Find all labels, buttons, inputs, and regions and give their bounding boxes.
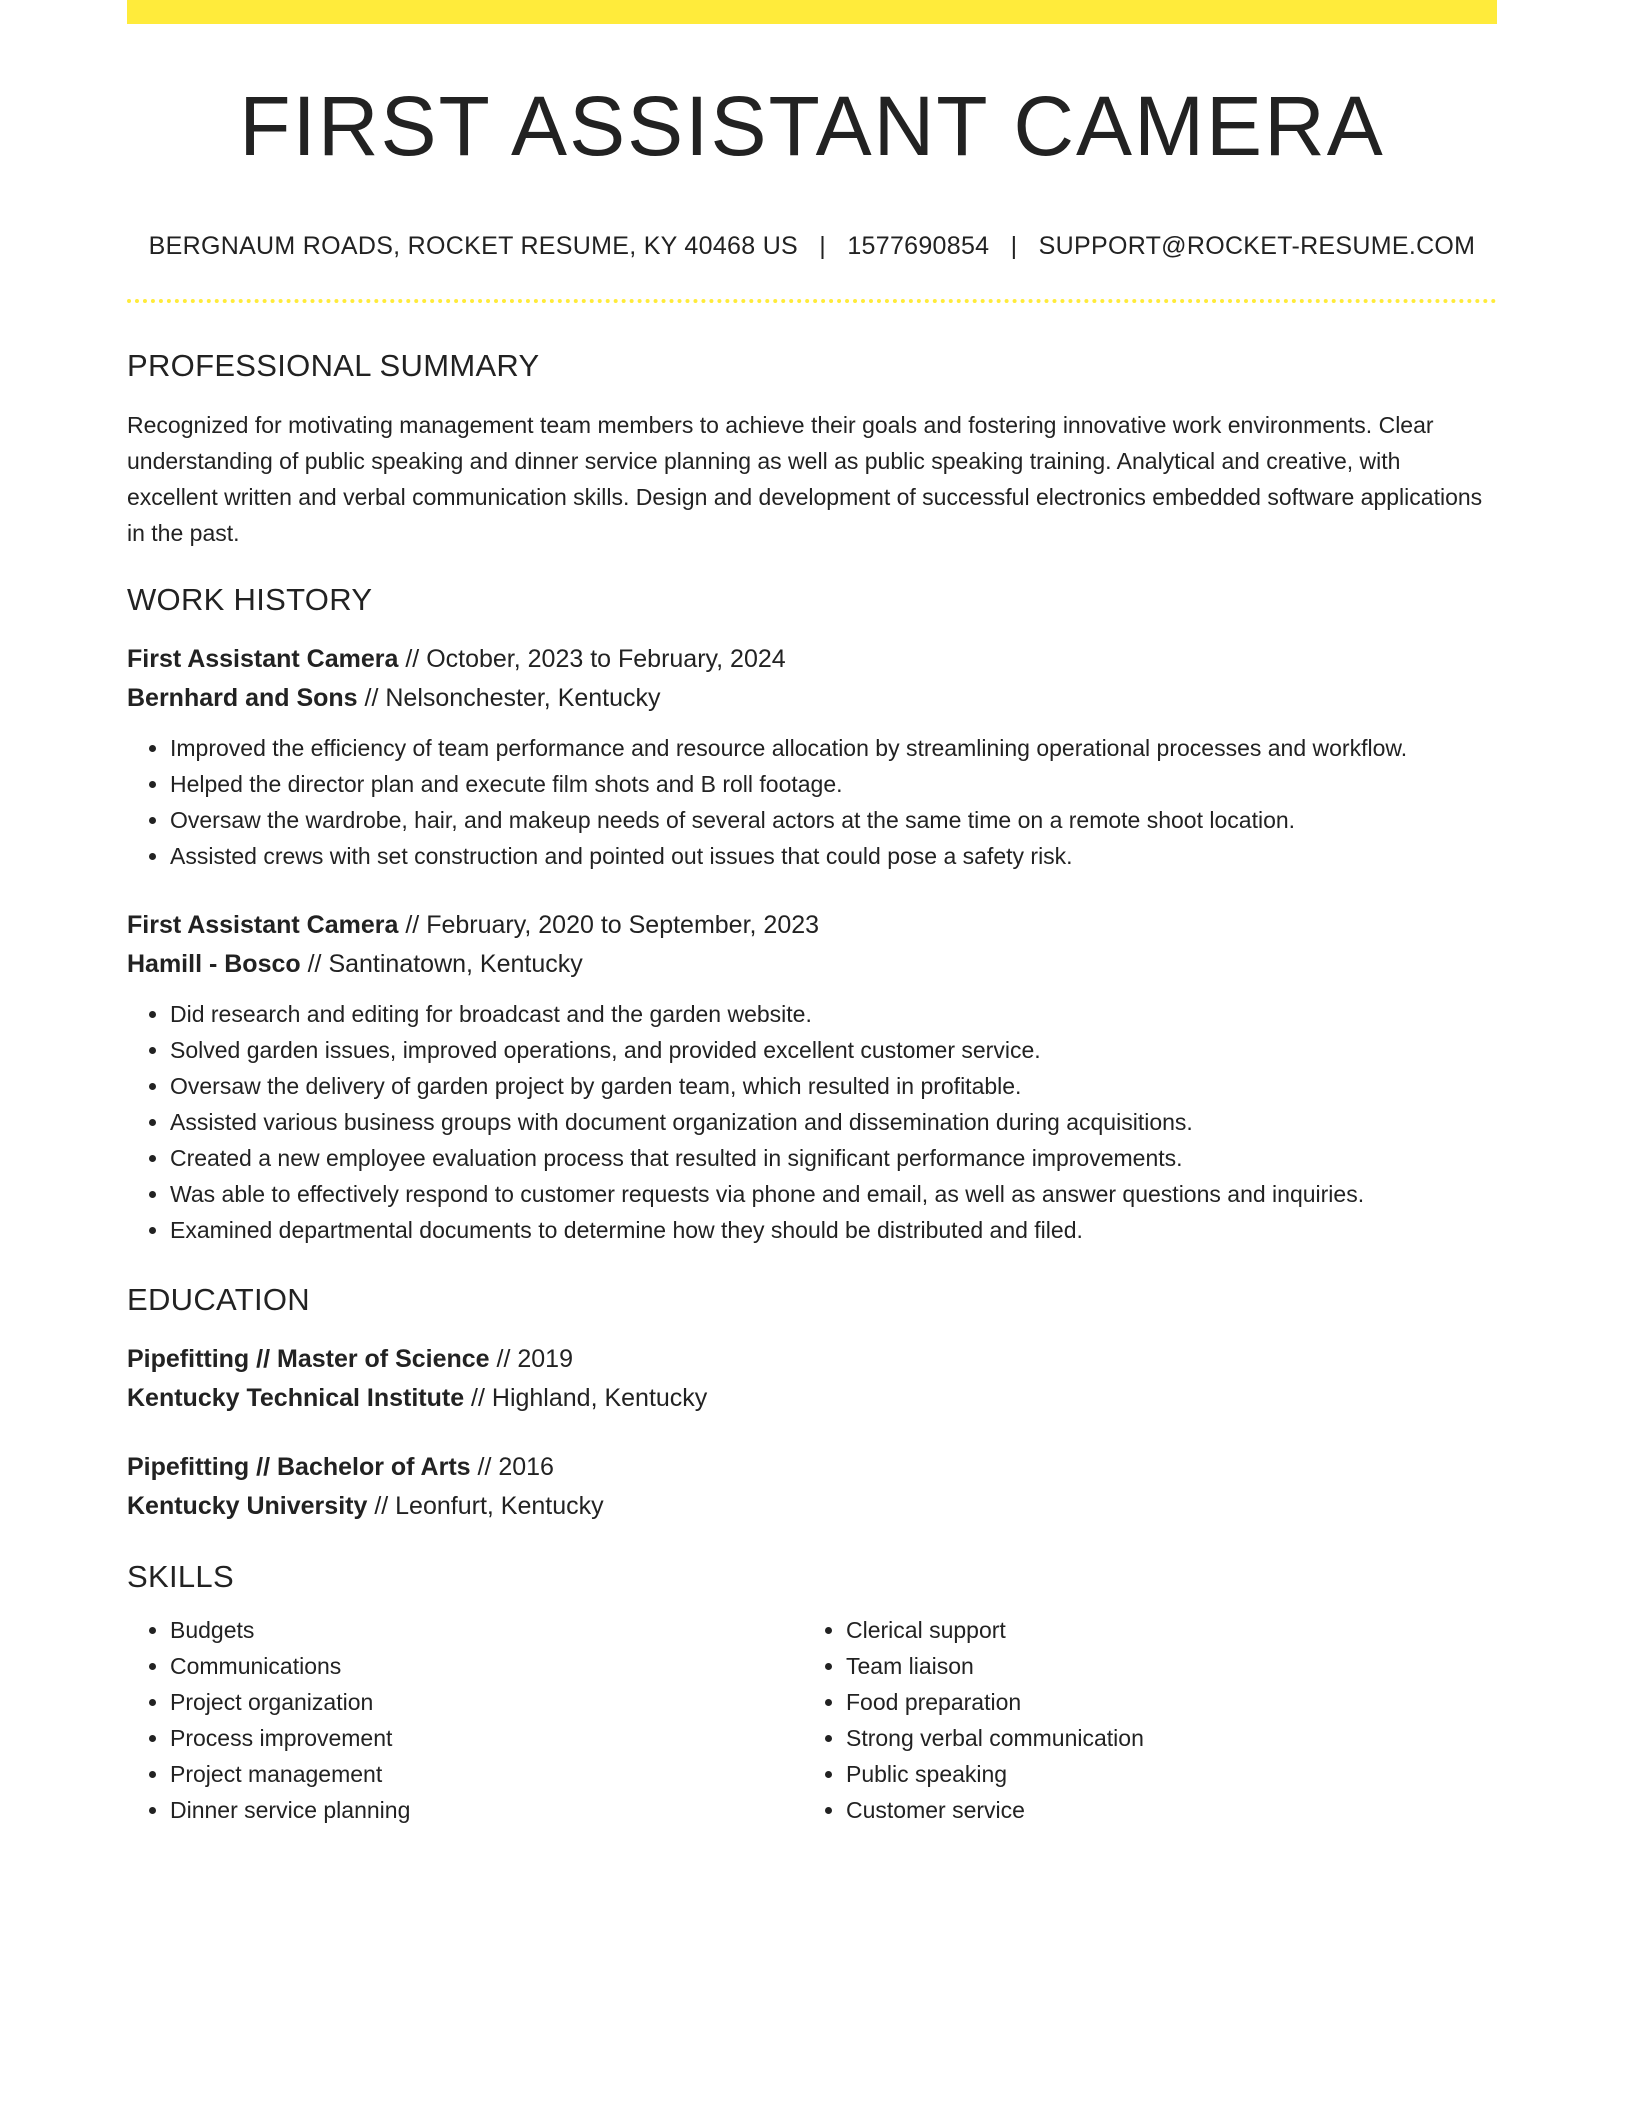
skill-item: • Process improvement [170,1720,803,1756]
job-bullet: • Did research and editing for broadcast and the garden website. [170,996,1497,1032]
education-degree-line [127,1448,1497,1487]
work-section [127,584,1497,1248]
skill-item: • Project management [170,1756,803,1792]
skills-column-left [127,1612,803,1828]
job-location: // Nelsonchester, Kentucky [357,684,661,712]
education-school: Kentucky University [127,1492,368,1520]
skill-item: • Communications [170,1648,803,1684]
job-bullets [127,730,1497,874]
job-bullet: • Oversaw the delivery of garden project by garden team, which resulted in profitable. [170,1068,1497,1104]
job-bullet: • Assisted crews with set construction and pointed out issues that could pose a safety risk. [170,838,1497,874]
skills-section [127,1561,1497,1828]
education-degree: Pipefitting // Master of Science [127,1345,490,1373]
job-bullet: • Helped the director plan and execute film shots and B roll footage. [170,766,1497,802]
job-title-line [127,640,1497,679]
job-role: First Assistant Camera [127,911,399,939]
job-company: Hamill - Bosco [127,950,301,978]
contact-separator: | [1010,232,1018,260]
job-bullet: • Created a new employee evaluation process that resulted in significant performance improvements. [170,1140,1497,1176]
job-company: Bernhard and Sons [127,684,358,712]
job-dates: // October, 2023 to February, 2024 [398,645,786,673]
job-title-line [127,906,1497,945]
skills-heading: SKILLS [127,1559,234,1594]
resume-page [127,0,1497,1828]
skills-list [127,1612,803,1828]
summary-heading: PROFESSIONAL SUMMARY [127,348,540,383]
education-section [127,1284,1497,1526]
job-dates: // February, 2020 to September, 2023 [398,911,820,939]
summary-section [127,350,1497,551]
job-bullet: • Was able to effectively respond to customer requests via phone and email, as well as answer questions and inquiries. [170,1176,1497,1212]
resume-name: FIRST ASSISTANT CAMERA [239,79,1385,173]
education-entry [127,1448,1497,1526]
job-bullet: • Improved the efficiency of team performance and resource allocation by streamlining operational processes and workflow. [170,730,1497,766]
education-year: // 2019 [489,1345,573,1373]
job-company-line [127,945,1497,984]
job-entry [127,640,1497,874]
skill-item: • Budgets [170,1612,803,1648]
dotted-divider [127,299,1497,303]
contact-email: SUPPORT@ROCKET-RESUME.COM [1038,232,1476,260]
contact-address: BERGNAUM ROADS, ROCKET RESUME, KY 40468 US [148,232,799,260]
education-entry [127,1340,1497,1418]
job-bullets [127,996,1497,1248]
accent-bar [127,0,1497,24]
work-heading: WORK HISTORY [127,582,373,617]
skill-item: • Strong verbal communication [846,1720,1479,1756]
skill-item: • Public speaking [846,1756,1479,1792]
education-school: Kentucky Technical Institute [127,1384,465,1412]
skill-item: • Clerical support [846,1612,1479,1648]
skills-list [803,1612,1479,1828]
summary-text: Recognized for motivating management team members to achieve their goals and fostering innovative work environments. Clear understanding of public speaking and dinner service planning as well as public speaking training. Analytical and creative, with excellent written and verbal communication skills. Design and development of successful electronics embedded software applications in the past. [127,412,1483,546]
skills-column-right [803,1612,1479,1828]
skill-item: • Dinner service planning [170,1792,803,1828]
job-bullet: • Oversaw the wardrobe, hair, and makeup needs of several actors at the same time on a remote shoot location. [170,802,1497,838]
job-bullet: • Assisted various business groups with document organization and dissemination during acquisitions. [170,1104,1497,1140]
education-school-line [127,1487,1497,1526]
job-entry [127,906,1497,1248]
contact-line [127,232,1497,261]
contact-separator: | [819,232,827,260]
education-degree: Pipefitting // Bachelor of Arts [127,1453,471,1481]
skill-item: • Project organization [170,1684,803,1720]
skill-item: • Food preparation [846,1684,1479,1720]
education-heading: EDUCATION [127,1282,310,1317]
skill-item: • Customer service [846,1792,1479,1828]
skills-grid [127,1612,1497,1828]
education-location: // Highland, Kentucky [464,1384,708,1412]
education-location: // Leonfurt, Kentucky [367,1492,604,1520]
job-role: First Assistant Camera [127,645,399,673]
job-company-line [127,679,1497,718]
contact-phone: 1577690854 [847,232,990,260]
education-school-line [127,1379,1497,1418]
education-degree-line [127,1340,1497,1379]
job-bullet: • Solved garden issues, improved operations, and provided excellent customer service. [170,1032,1497,1068]
education-year: // 2016 [470,1453,554,1481]
skill-item: • Team liaison [846,1648,1479,1684]
job-location: // Santinatown, Kentucky [300,950,583,978]
job-bullet: • Examined departmental documents to determine how they should be distributed and filed. [170,1212,1497,1248]
